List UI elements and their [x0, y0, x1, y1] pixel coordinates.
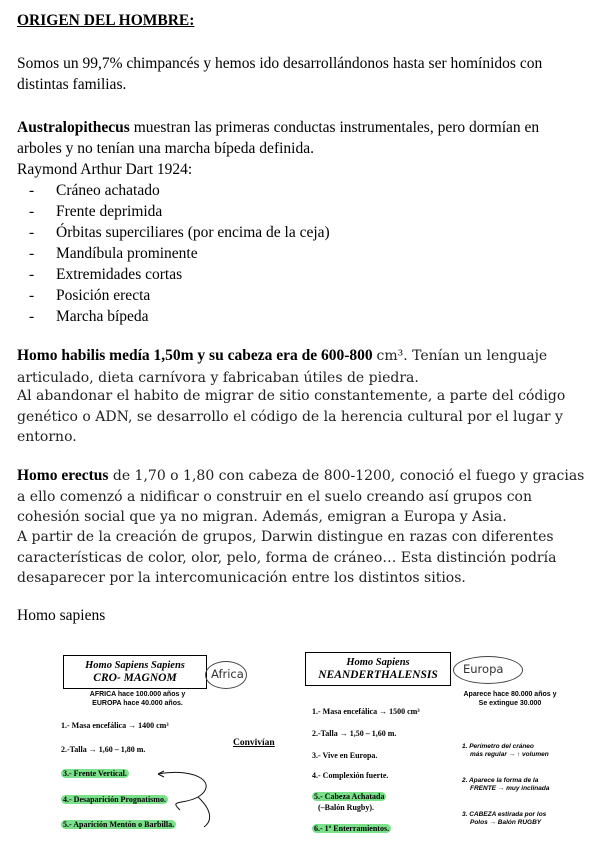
- neanderthal-box: Homo Sapiens NEANDERTHALENSIS: [305, 652, 451, 686]
- cro-item: 5.- Aparición Mentón o Barbilla.: [63, 820, 175, 829]
- convivian-label: Convivían: [233, 738, 275, 748]
- nean-item: 1.- Masa encefálica → 1500 cm³: [312, 707, 420, 716]
- dart-line: Raymond Arthur Dart 1924:: [17, 161, 193, 178]
- list-item: - Mandíbula prominente: [29, 245, 198, 262]
- handwritten-note: 3. CABEZA estirada por los Polos → Balón RUGBY: [462, 811, 547, 826]
- list-item: - Posición erecta: [29, 287, 151, 304]
- erectus-paragraph-2: A partir de la creación de grupos, Darwin distingue en razas con diferentes características de color, olor, pelo, forma de cráneo… Esta distinción podría desaparecer por la intercomunicación entre los distintos sitios.: [17, 529, 557, 586]
- page-title: ORIGEN DEL HOMBRE:: [17, 12, 195, 29]
- handwritten-note: 1. Perímetro del cráneo más regular → ↑ volumen: [462, 743, 549, 758]
- europa-handwritten: Europa: [463, 662, 504, 676]
- habilis-paragraph: Homo habilis medía 1,50m y su cabeza era de 600-800 cm³. Tenían un lenguaje articulado, dieta carnívora y fabricaban útiles de piedra.: [17, 347, 548, 386]
- cro-item: 2.-Talla → 1,60 – 1,80 m.: [61, 745, 146, 754]
- habilis-paragraph-2: Al abandonar el habito de migrar de sitio constantemente, a parte del código genético o ADN, se desarrollo el código de la herencia cultural por el lugar y entorno.: [17, 388, 566, 445]
- erectus-name: Homo erectus: [17, 467, 109, 484]
- erectus-paragraph: Homo erectus de 1,70 o 1,80 con cabeza de 800-1200, conoció el fuego y gracias a ello comenzó a nidificar o construir en el suelo creando así grupos con cohesión social que ya no migran. Además, emigran a Europa y Asia.: [17, 467, 585, 525]
- australopithecus-name: Australopithecus: [17, 119, 130, 136]
- nean-item: 4.- Complexión fuerte.: [312, 771, 389, 780]
- cro-item: 1.- Masa encefálica → 1400 cm³: [61, 721, 169, 730]
- cro-item: 3.- Frente Vertical.: [63, 769, 127, 778]
- features-list: [17, 180, 587, 327]
- list-item: - Órbitas superciliares (por encima de la ceja): [29, 224, 330, 241]
- habilis-name: Homo habilis: [17, 347, 106, 364]
- cro-magnon-box: Homo Sapiens Sapiens CRO- MAGNOM: [63, 655, 207, 689]
- list-item: - Frente deprimida: [29, 203, 163, 220]
- cro-origin-note: AFRICA hace 100.000 años y EUROPA hace 40.000 años.: [89, 691, 186, 707]
- nean-item: 2.-Talla → 1,50 – 1,60 m.: [312, 729, 397, 738]
- handwritten-note: 2. Aparece la forma de la FRENTE → muy inclinada: [462, 777, 550, 792]
- sapiens-heading: Homo sapiens: [17, 607, 106, 624]
- australopithecus-text: muestran las primeras conductas instrumentales, pero dormían en arboles y no tenían una marcha bípeda definida.: [17, 119, 540, 157]
- list-item: - Extremidades cortas: [29, 266, 183, 283]
- australopithecus-paragraph: [17, 117, 587, 327]
- nean-origin-note: Aparece hace 80.000 años y Se extingue 30.000: [463, 691, 557, 707]
- connector-arrows: [140, 765, 220, 835]
- nean-item: 6.- 1º Enterramientos.: [314, 824, 390, 833]
- africa-handwritten: Africa: [211, 667, 244, 681]
- intro-paragraph: Somos un 99,7% chimpancés y hemos ido desarrollándonos hasta ser homínidos con distintas familias.: [17, 55, 543, 93]
- list-item: - Cráneo achatado: [29, 182, 160, 199]
- nean-item: 5.- Cabeza Achatada: [314, 792, 385, 801]
- list-item: - Marcha bípeda: [29, 308, 149, 325]
- nean-item: (–Balón Rugby).: [318, 803, 375, 812]
- cro-item: 4.- Desaparición Prognatismo.: [63, 795, 166, 804]
- nean-item: 3.- Vive en Europa.: [312, 751, 378, 760]
